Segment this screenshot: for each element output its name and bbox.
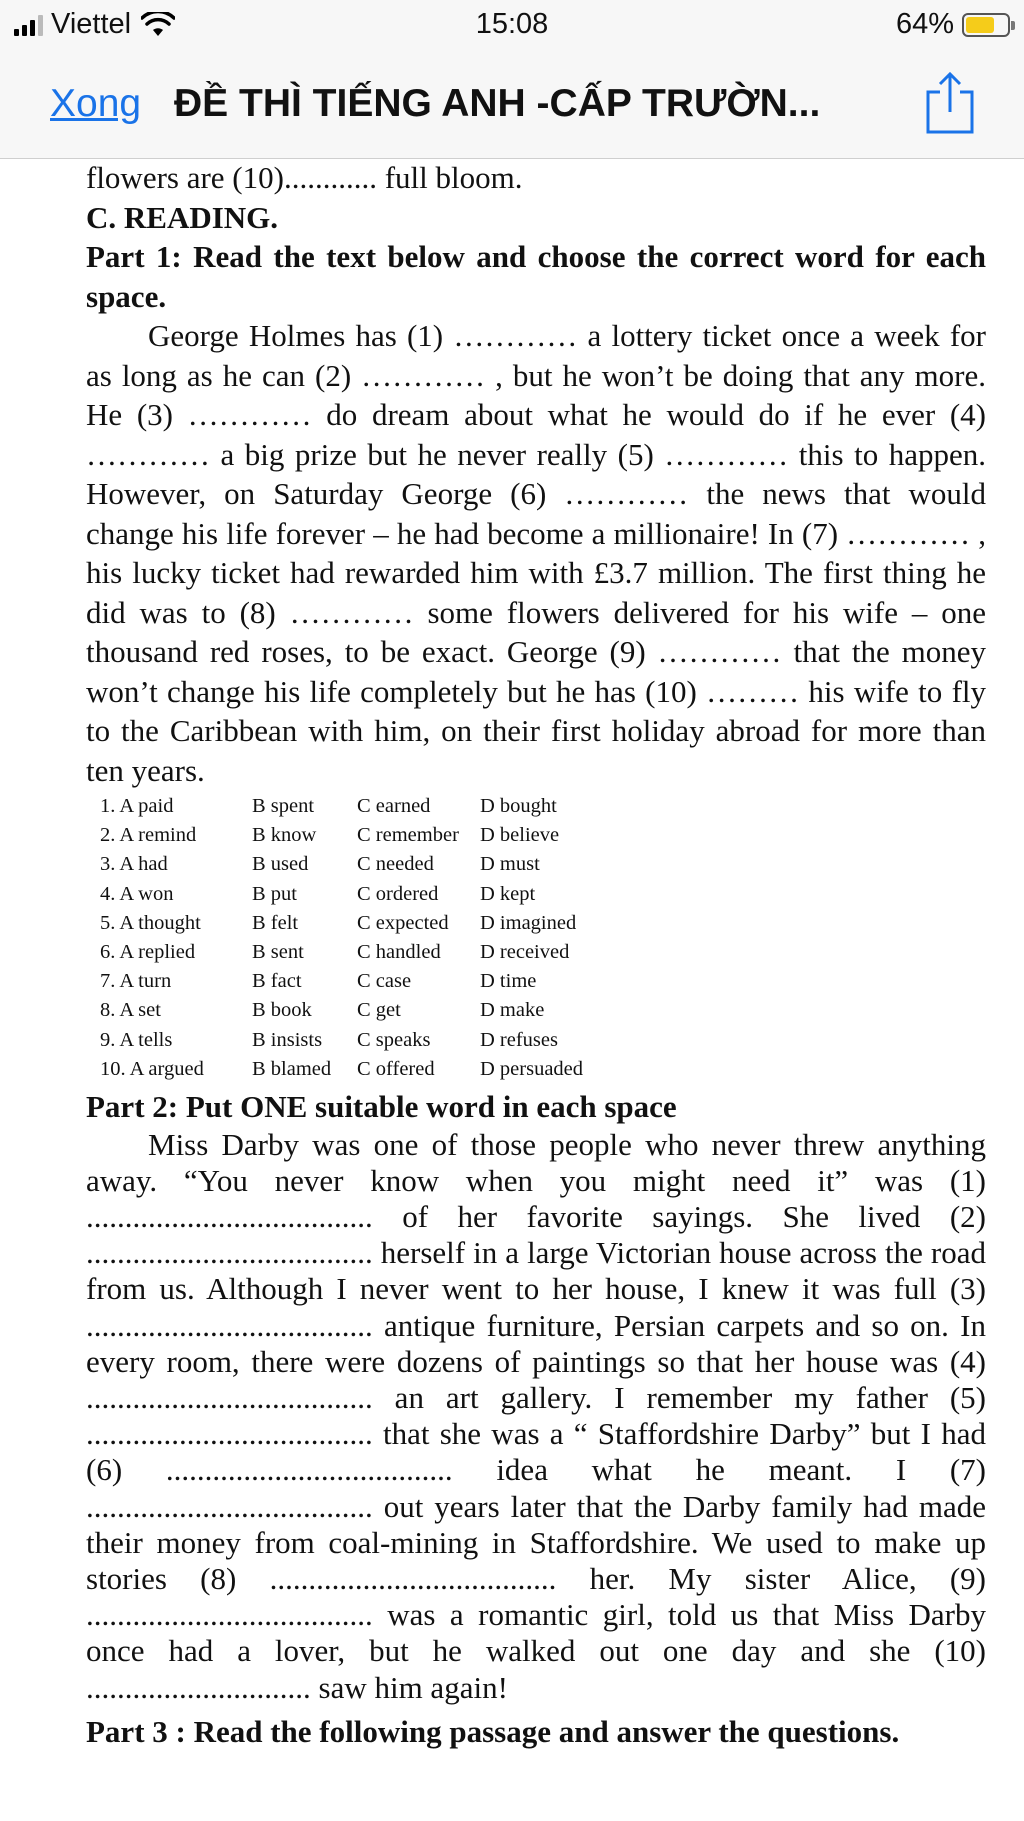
option-row: 2. A remind B know C remember D believe xyxy=(100,824,560,847)
part2-passage: Miss Darby was one of those people who never threw anything away. “You never know when you might need it” was (1) ..................................... of her favorite sayings. She lived (2) ..................................... herself in a large Victorian house across the road from us. Although I never went to her house, I knew it was full (3) ..................................... antique furniture, Persian carpets and so on. In every room, there were dozens of paintings so that her house was (4) ..................................... an art gallery. I remember my father (5) ..................................... that she was a “ Staffordshire Darby” but I had (6) ..................................... idea what he meant. I (7) ..................................... out years later that the Darby family had made their money from coal-mining in Staffordshire. We used to make up stories (8) ..................................... her. My sister Alice, (9) ..................................... was a romantic girl, told us that Miss Darby once had a lover, but he walked out one day and she (10) ............................. saw him again! xyxy=(86,1126,986,1705)
option-row: 3. A had B used C needed D must xyxy=(100,853,540,876)
option-row: 1. A paid B spent C earned D bought xyxy=(100,795,557,817)
part3-title: Part 3 : Read the following passage and answer the questions. xyxy=(86,1713,900,1749)
option-row: 7. A turn B fact C case D time xyxy=(100,970,537,993)
part2-title: Part 2: Put ONE suitable word in each space xyxy=(86,1089,677,1125)
option-row: 6. A replied B sent C handled D received xyxy=(100,941,570,964)
option-row: 8. A set B book C get D make xyxy=(100,999,545,1022)
clock: 15:08 xyxy=(475,8,549,40)
section-heading: C. READING. xyxy=(86,199,279,235)
option-row: 10. A argued B blamed C offered D persuaded xyxy=(100,1057,584,1080)
battery-percent: 64% xyxy=(895,8,954,40)
option-row: 5. A thought B felt C expected D imagined xyxy=(100,911,577,934)
part1-title: Part 1: Read the text below and choose the correct word for each space. xyxy=(86,239,986,314)
carrier-name: Viettel xyxy=(51,8,132,40)
answer-options xyxy=(100,792,986,1084)
option-row: 9. A tells B insists C speaks D refuses xyxy=(100,1028,558,1051)
document-title: ĐỀ THÌ TIẾNG ANH -CẤP TRƯỜN... xyxy=(174,82,821,125)
previous-text-line: flowers are (10)............ full bloom. xyxy=(86,160,523,195)
status-bar xyxy=(0,0,1024,52)
share-icon[interactable] xyxy=(924,70,976,134)
option-row: 4. A won B put C ordered D kept xyxy=(100,882,536,905)
navigation-bar xyxy=(0,52,1024,159)
document-page xyxy=(86,158,986,1751)
done-button[interactable]: Xong xyxy=(50,82,142,125)
part1-passage: George Holmes has (1) ………… a lottery ticket once a week for as long as he can (2) ………… , but he won’t be doing that any more. He (3) ………… do dream about what he would do if he ever (4) ………… a big prize but he never really (5) ………… this to happen. However, on Saturday George (6) ………… the news that would change his life forever – he had become a millionaire! In (7) ………… , his lucky ticket had rewarded him with £3.7 million. The first thing he did was to (8) ………… some flowers delivered for his wife – one thousand red roses, to be exact. George (9) ………… that the money won’t change his life completely but he has (10) ……… his wife to fly to the Caribbean with him, on their first holiday abroad for more than ten years. xyxy=(86,318,986,788)
battery-icon xyxy=(962,13,1010,37)
